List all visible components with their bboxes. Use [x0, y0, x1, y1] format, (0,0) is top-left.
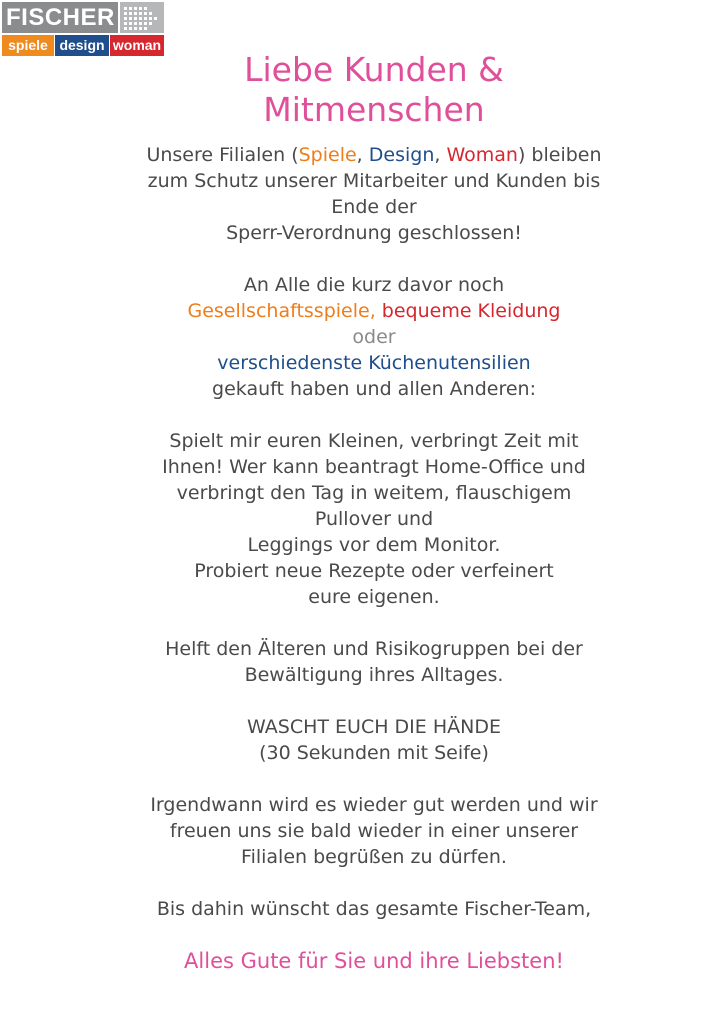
text-fragment: ,	[356, 144, 369, 166]
signoff-line: Bis dahin wünscht das gesamte Fischer-Team,	[156, 898, 592, 920]
help-line: Helft den Älteren und Risikogruppen bei der	[165, 638, 583, 660]
store-woman: Woman	[446, 144, 518, 166]
help-line: Bewältigung ihres Alltages.	[244, 664, 504, 686]
closure-line-1	[40, 142, 708, 168]
customers-line-3: oder	[352, 326, 396, 348]
customers-line-5: gekauft haben und allen Anderen:	[212, 378, 536, 400]
paragraph-outlook	[40, 792, 708, 870]
closure-line-3: Ende der	[331, 196, 417, 218]
wash-hands-line: (30 Sekunden mit Seife)	[259, 742, 489, 764]
customers-line-2	[40, 298, 708, 324]
text-fragment: Unsere Filialen (	[146, 144, 299, 166]
advice-line: Spielt mir euren Kleinen, verbringt Zeit mit	[169, 430, 579, 452]
text-fragment: ) bleiben	[517, 144, 602, 166]
page-title	[40, 50, 708, 130]
fischer-logo	[2, 2, 164, 56]
store-spiele: Spiele	[298, 144, 357, 166]
advice-line: Ihnen! Wer kann beantragt Home-Office und	[162, 456, 586, 478]
title-line-1: Liebe Kunden &	[244, 50, 504, 89]
closing-wish: Alles Gute für Sie und ihre Liebsten!	[184, 949, 564, 973]
logo-tag-spiele: spiele	[2, 35, 54, 56]
paragraph-signoff	[40, 896, 708, 922]
store-design: Design	[368, 144, 435, 166]
logo-brand-name: FISCHER	[2, 2, 118, 33]
advice-line: Probiert neue Rezepte oder verfeinert	[194, 560, 554, 582]
paragraph-wash-hands	[40, 714, 708, 766]
customers-line-1: An Alle die kurz davor noch	[243, 274, 505, 296]
advice-line: verbringt den Tag in weitem, flauschigem	[176, 482, 572, 504]
closure-line-2: zum Schutz unserer Mitarbeiter und Kunden bis	[147, 170, 601, 192]
letter-body	[40, 50, 708, 974]
outlook-line: freuen uns sie bald wieder in einer unserer	[169, 820, 579, 842]
outlook-line: Irgendwann wird es wieder gut werden und wir	[150, 794, 598, 816]
advice-line: Leggings vor dem Monitor.	[247, 534, 501, 556]
wash-hands-line: WASCHT EUCH DIE HÄNDE	[247, 716, 501, 738]
outlook-line: Filialen begrüßen zu dürfen.	[241, 846, 507, 868]
title-line-2: Mitmenschen	[263, 90, 485, 129]
logo-tag-design: design	[55, 35, 109, 56]
category-games: Gesellschaftsspiele,	[187, 300, 376, 322]
category-kitchen: verschiedenste Küchenutensilien	[217, 352, 531, 374]
closure-line-4: Sperr-Verordnung geschlossen!	[226, 222, 522, 244]
paragraph-customers	[40, 272, 708, 402]
logo-tag-woman: woman	[110, 35, 164, 56]
paragraph-closure-notice	[40, 142, 708, 246]
paragraph-help-elderly	[40, 636, 708, 688]
logo-fish-icon	[120, 2, 164, 33]
text-fragment: ,	[434, 144, 447, 166]
category-clothes: bequeme Kleidung	[381, 300, 561, 322]
paragraph-advice	[40, 428, 708, 610]
advice-line: eure eigenen.	[308, 586, 440, 608]
advice-line: Pullover und	[314, 508, 434, 530]
